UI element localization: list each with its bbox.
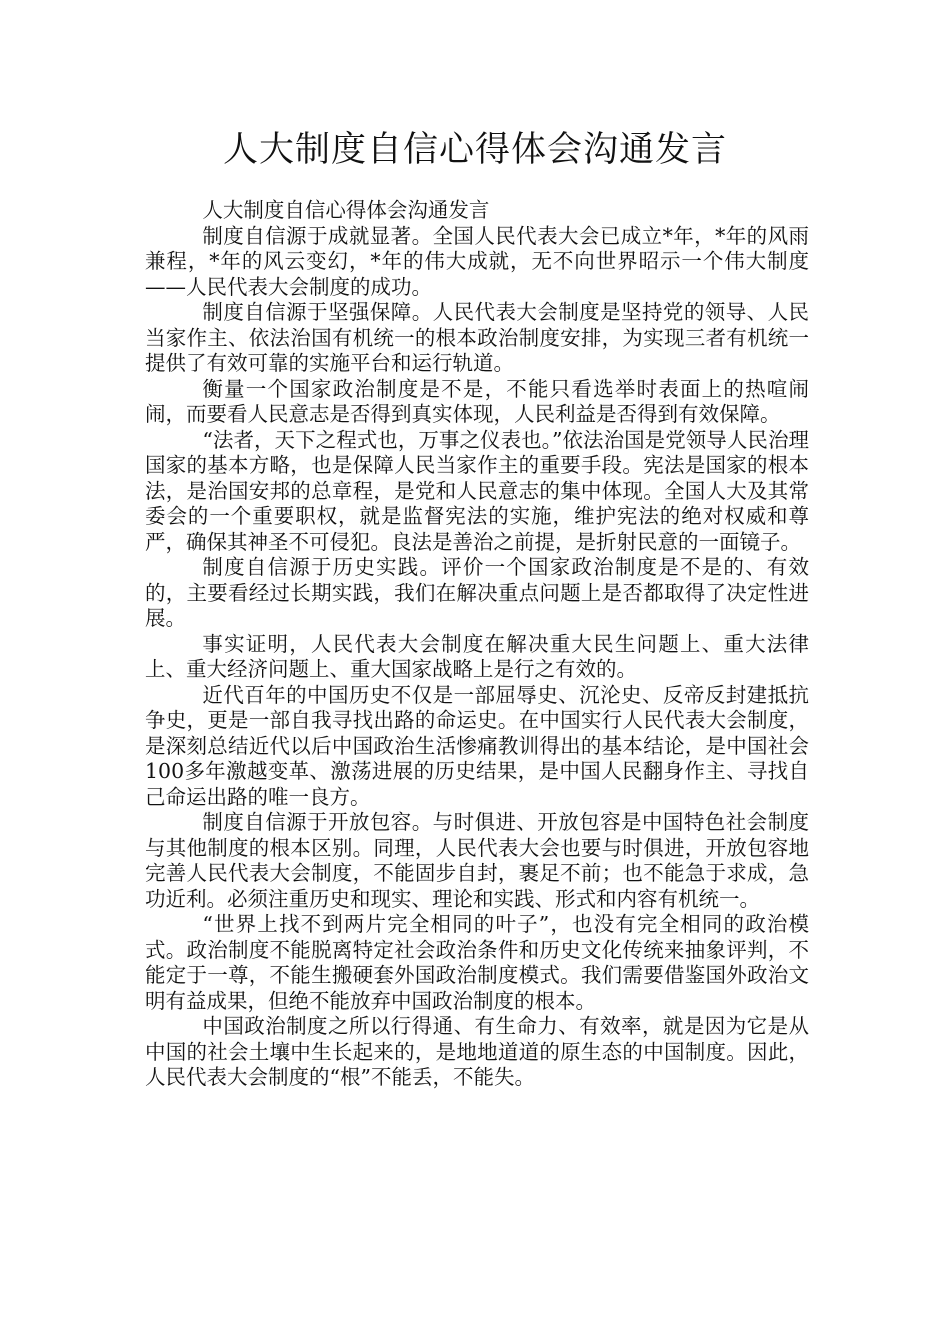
paragraph: 事实证明，人民代表大会制度在解决重大民生问题上、重大法律上、重大经济问题上、重大国家战略上是行之有效的。: [145, 631, 809, 681]
paragraph: 制度自信源于成就显著。全国人民代表大会已成立*年，*年的风雨兼程，*年的风云变幻，*年的伟大成就，无不向世界昭示一个伟大制度——人民代表大会制度的成功。: [145, 223, 809, 299]
paragraph: 制度自信源于坚强保障。人民代表大会制度是坚持党的领导、人民当家作主、依法治国有机统一的根本政治制度安排，为实现三者有机统一提供了有效可靠的实施平台和运行轨道。: [145, 300, 809, 375]
paragraph: 衡量一个国家政治制度是不是，不能只看选举时表面上的热喧闹闹，而要看人民意志是否得到真实体现，人民利益是否得到有效保障。: [145, 376, 809, 426]
paragraph: 中国政治制度之所以行得通、有生命力、有效率，就是因为它是从中国的社会土壤中生长起来的，是地地道道的原生态的中国制度。因此，人民代表大会制度的“根”不能丢，不能失。: [145, 1014, 809, 1089]
document-title: 人大制度自信心得体会沟通发言: [222, 130, 727, 170]
paragraph: 制度自信源于开放包容。与时俱进、开放包容是中国特色社会制度与其他制度的根本区别。同理，人民代表大会也要与时俱进，开放包容地完善人民代表大会制度，不能固步自封，裹足不前；也不能急于求成，急功近利。必须注重历史和现实、理论和实践、形式和内容有机统一。: [145, 810, 809, 911]
paragraph: “法者，天下之程式也，万事之仪表也。”依法治国是党领导人民治理国家的基本方略，也是保障人民当家作主的重要手段。宪法是国家的根本法，是治国安邦的总章程，是党和人民意志的集中体现。全国人大及其常委会的一个重要职权，就是监督宪法的实施，维护宪法的绝对权威和尊严，确保其神圣不可侵犯。良法是善治之前提，是折射民意的一面镜子。: [145, 427, 809, 554]
paragraph: 制度自信源于历史实践。评价一个国家政治制度是不是的、有效的，主要看经过长期实践，我们在解决重点问题上是否都取得了决定性进展。: [145, 555, 809, 630]
paragraph: 近代百年的中国历史不仅是一部屈辱史、沉沦史、反帝反封建抵抗争史，更是一部自我寻找出路的命运史。在中国实行人民代表大会制度，是深刻总结近代以后中国政治生活惨痛教训得出的基本结论，是中国社会100多年激越变革、激荡进展的历史结果，是中国人民翻身作主、寻找自己命运出路的唯一良方。: [145, 682, 809, 809]
document-body: [145, 198, 809, 1091]
paragraph-subtitle: 人大制度自信心得体会沟通发言: [202, 198, 490, 222]
paragraph: “世界上找不到两片完全相同的叶子”，也没有完全相同的政治模式。政治制度不能脱离特定社会政治条件和历史文化传统来抽象评判，不能定于一尊，不能生搬硬套外国政治制度模式。我们需要借鉴国外政治文明有益成果，但绝不能放弃中国政治制度的根本。: [145, 912, 809, 1013]
